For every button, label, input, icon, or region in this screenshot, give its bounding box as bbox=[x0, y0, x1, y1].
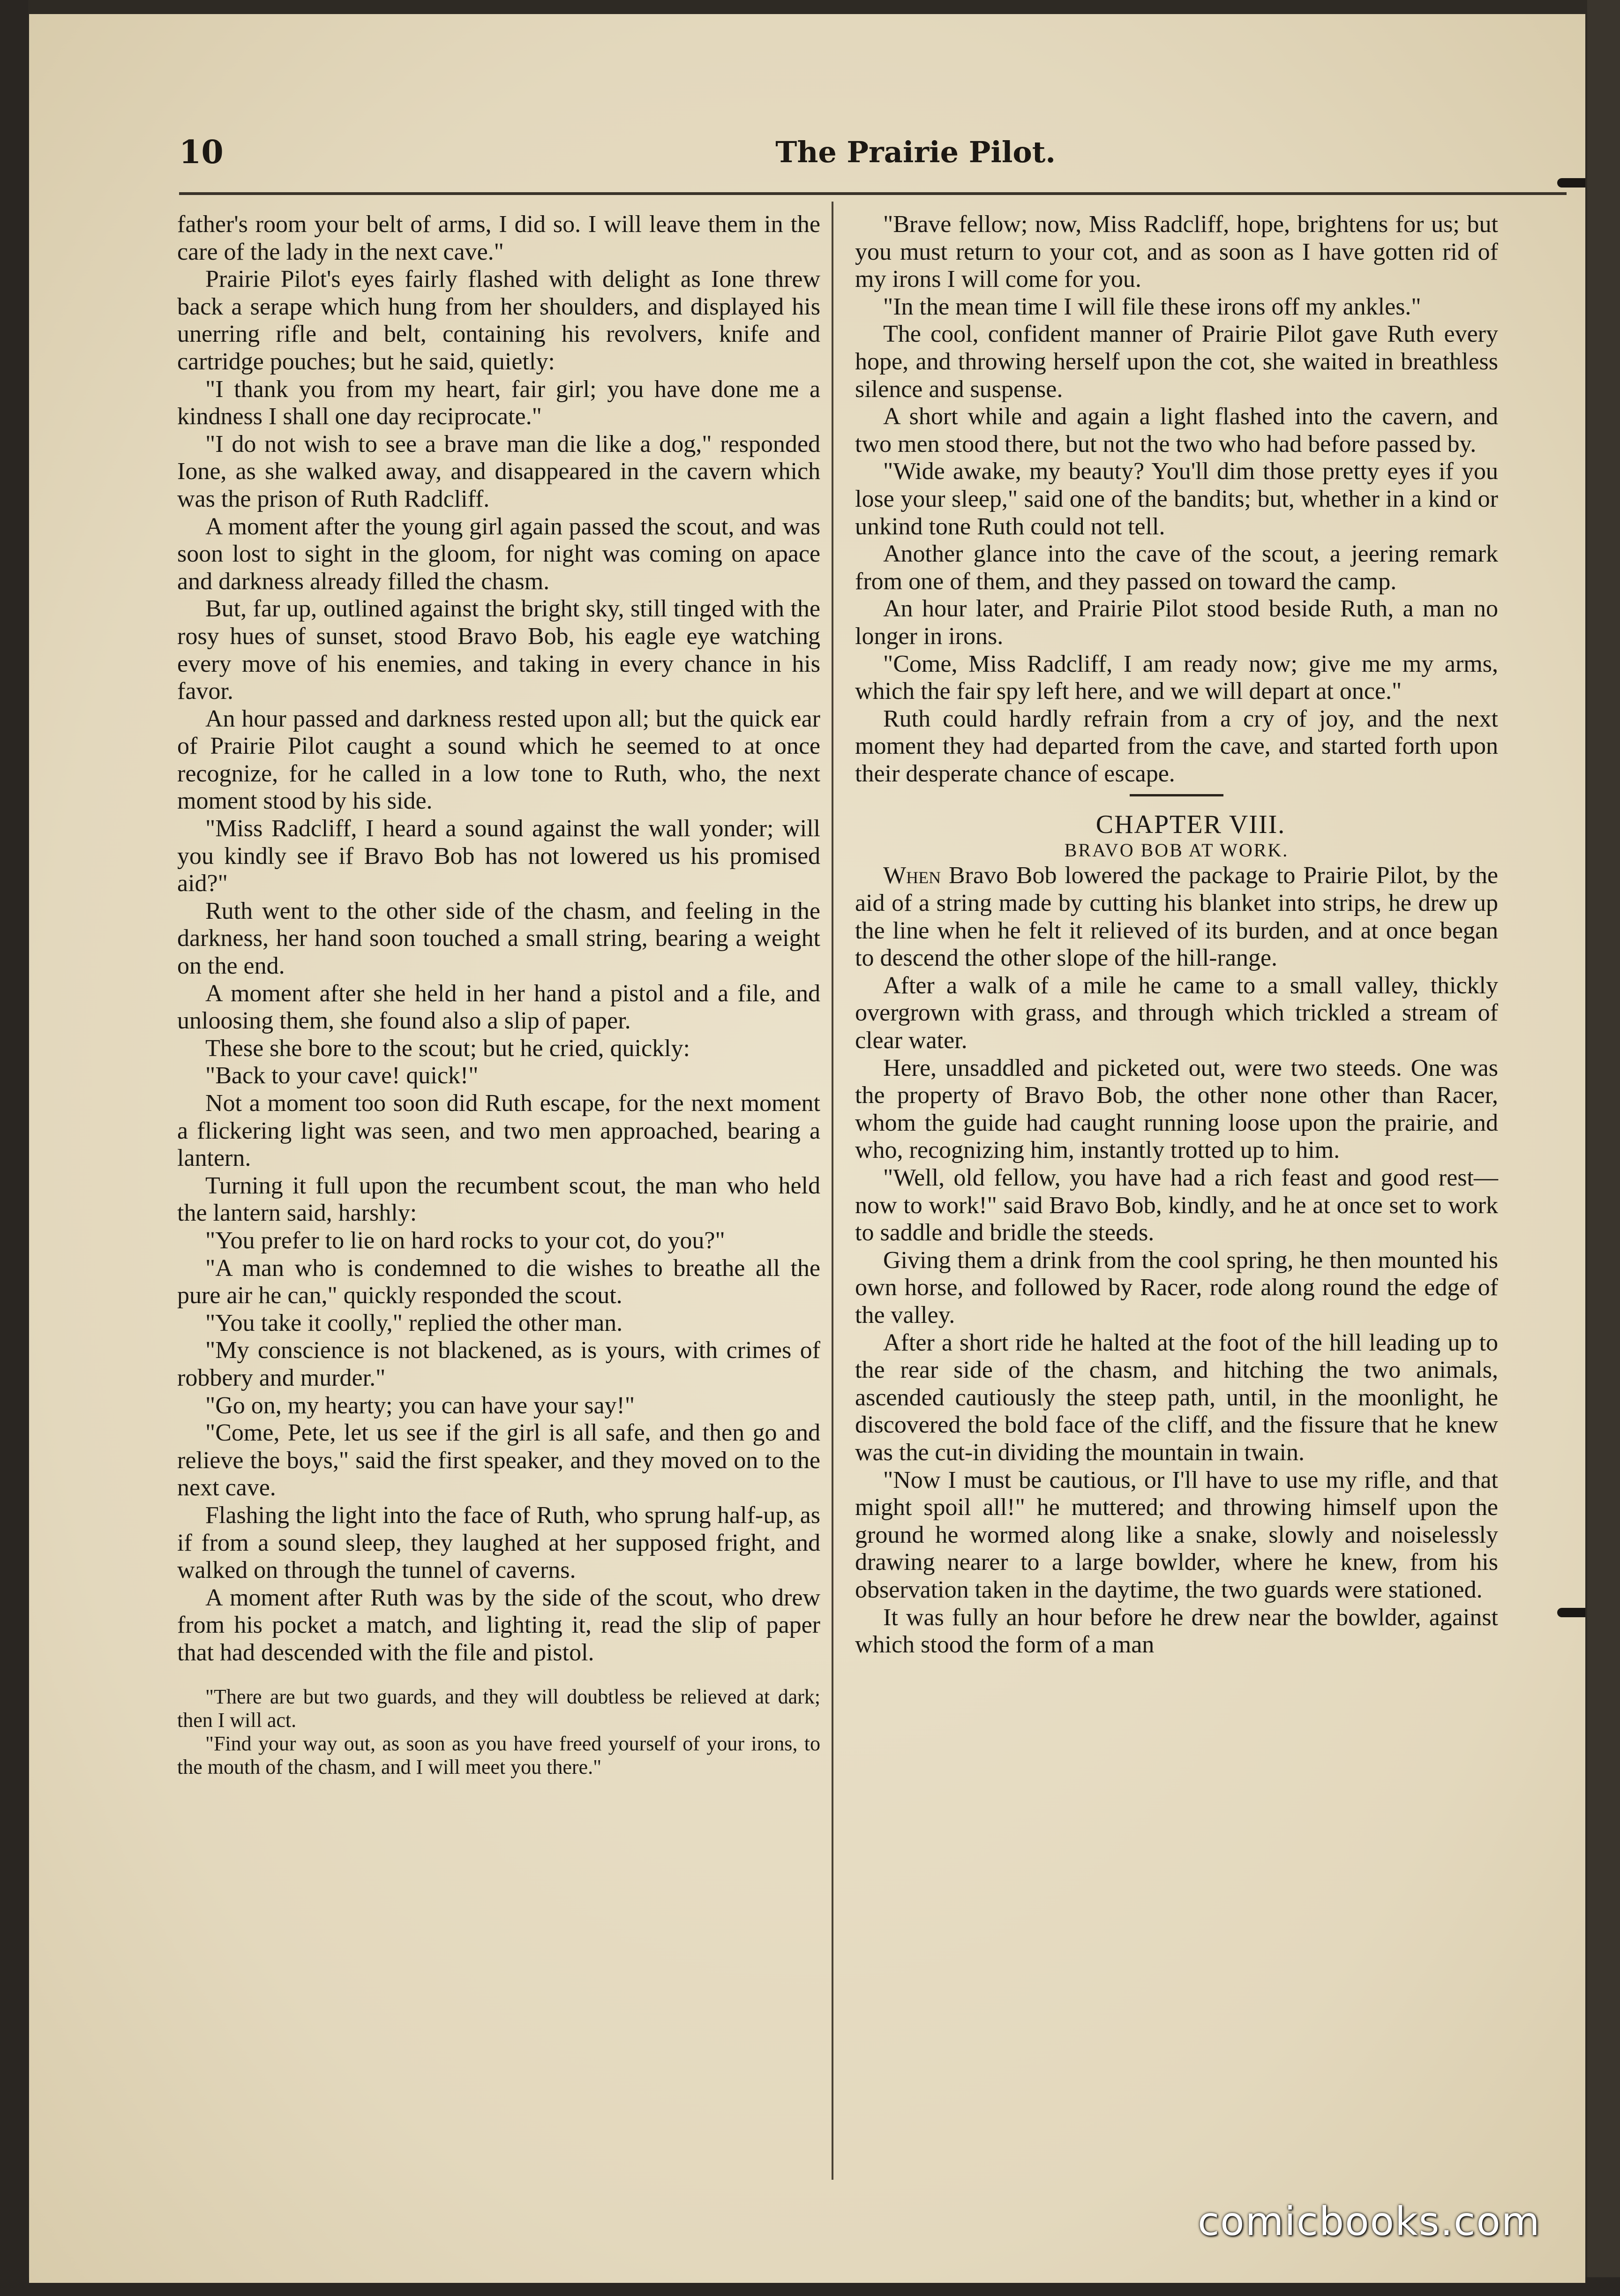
paragraph: "My conscience is not blackened, as is yours, with crimes of robbery and murder." bbox=[177, 1337, 820, 1391]
paragraph: Here, unsaddled and picketed out, were two steeds. One was the property of Bravo Bob, the other none other than Racer, whom the guide had caught running loose upon the prairie, and who, recognizing him, instantly trotted up to him. bbox=[855, 1054, 1498, 1164]
paragraph: The cool, confident manner of Prairie Pilot gave Ruth every hope, and throwing herself upon the cot, she waited in breathless silence and suspense. bbox=[855, 321, 1498, 403]
scan-background-left bbox=[0, 0, 28, 2296]
paragraph: An hour later, and Prairie Pilot stood beside Ruth, a man no longer in irons. bbox=[855, 595, 1498, 650]
paragraph: "I do not wish to see a brave man die like a dog," responded Ione, as she walked away, and disappeared in the cavern which was the prison of Ruth Radcliff. bbox=[177, 430, 820, 512]
right-column bbox=[855, 211, 1498, 1659]
paragraph: "Wide awake, my beauty? You'll dim those pretty eyes if you lose your sleep," said one of the bandits; but, whether in a kind or unkind tone Ruth could not tell. bbox=[855, 458, 1498, 540]
page-header bbox=[179, 131, 1056, 173]
paragraph: "Back to your cave! quick!" bbox=[205, 1062, 479, 1089]
paragraph: A moment after she held in her hand a pistol and a file, and unloosing them, she found also a slip of paper. bbox=[177, 980, 820, 1035]
paragraph: "Now I must be cautious, or I'll have to use my rifle, and that might spoil all!" he muttered; and throwing himself upon the ground he wormed along like a snake, slowly and noiselessly drawing nearer to a large bowlder, where he knew, from his observation taken in the daytime, the two guards were stationed. bbox=[855, 1466, 1498, 1603]
watermark: comicbooks.com bbox=[1198, 2198, 1541, 2244]
paragraph: Not a moment too soon did Ruth escape, for the next moment a flickering light was seen, and two men approached, bearing a lantern. bbox=[177, 1090, 820, 1172]
paragraph: Giving them a drink from the cool spring, he then mounted his own horse, and followed by Racer, rode along round the edge of the valley. bbox=[855, 1246, 1498, 1328]
staple-hole bbox=[1557, 1608, 1585, 1617]
paragraph: "You take it coolly," replied the other man. bbox=[205, 1309, 623, 1336]
paragraph: "You prefer to lie on hard rocks to your cot, do you?" bbox=[205, 1227, 725, 1254]
paragraph: "Come, Pete, let us see if the girl is all safe, and then go and relieve the boys," said the first speaker, and they moved on to the next cave. bbox=[177, 1419, 820, 1501]
paragraph: "Go on, my hearty; you can have your say!" bbox=[205, 1392, 635, 1419]
paragraph: "Brave fellow; now, Miss Radcliff, hope, brightens for us; but you must return to your cot, and as soon as I have gotten rid of my irons I will come for you. bbox=[855, 211, 1498, 293]
paragraph: Ruth went to the other side of the chasm, and feeling in the darkness, her hand soon touched a small string, bearing a weight on the end. bbox=[177, 897, 820, 980]
note-line: "There are but two guards, and they will doubtless be relieved at dark; then I will act. bbox=[177, 1685, 820, 1732]
chapter-first-word: When bbox=[883, 862, 941, 889]
chapter-rule bbox=[1130, 794, 1223, 796]
paragraph: "Miss Radcliff, I heard a sound against the wall yonder; will you kindly see if Bravo Bob has not lowered us his promised aid?" bbox=[177, 815, 820, 897]
paragraph: A moment after the young girl again passed the scout, and was soon lost to sight in the gloom, for night was coming on apace and darkness already filled the chasm. bbox=[177, 513, 820, 595]
page-number: 10 bbox=[179, 134, 224, 171]
column-divider bbox=[832, 202, 833, 2180]
paragraph: "A man who is condemned to die wishes to breathe all the pure air he can," quickly responded the scout. bbox=[177, 1254, 820, 1309]
paragraph: Another glance into the cave of the scout, a jeering remark from one of them, and they passed on toward the camp. bbox=[855, 540, 1498, 595]
magazine-page bbox=[29, 14, 1585, 2283]
running-title: The Prairie Pilot. bbox=[775, 135, 1056, 169]
paragraph: "I thank you from my heart, fair girl; you have done me a kindness I shall one day reciprocate." bbox=[177, 375, 820, 430]
chapter-first-paragraph-text: Bravo Bob lowered the package to Prairie Pilot, by the aid of a string made by cutting his blanket into strips, he drew up the line when he felt it relieved of its burden, and at once began to descend the other slope of the hill-range. bbox=[855, 862, 1498, 972]
paragraph: Turning it full upon the recumbent scout, the man who held the lantern said, harshly: bbox=[177, 1172, 820, 1227]
scan-background-right bbox=[1587, 0, 1620, 2296]
left-column bbox=[177, 211, 820, 1779]
paragraph: father's room your belt of arms, I did so. I will leave them in the care of the lady in the next cave." bbox=[177, 211, 820, 265]
paragraph: Prairie Pilot's eyes fairly flashed with delight as Ione threw back a serape which hung from her shoulders, and displayed his unerring rifle and belt, containing his revolvers, knife and cartridge pouches; but he said, quietly: bbox=[177, 266, 820, 375]
paragraph: An hour passed and darkness rested upon all; but the quick ear of Prairie Pilot caught a sound which he seemed to at once recognize, for he called in a low tone to Ruth, who, the next moment stood by his side. bbox=[177, 705, 820, 815]
paragraph: "Come, Miss Radcliff, I am ready now; give me my arms, which the fair spy left here, and we will depart at once." bbox=[855, 650, 1498, 705]
header-rule bbox=[179, 192, 1567, 195]
paragraph: These she bore to the scout; but he cried, quickly: bbox=[205, 1035, 690, 1062]
note-line: "Find your way out, as soon as you have freed yourself of your irons, to the mouth of the chasm, and I will meet you there." bbox=[177, 1732, 820, 1779]
quoted-note bbox=[177, 1685, 820, 1779]
paragraph: After a walk of a mile he came to a small valley, thickly overgrown with grass, and through which trickled a stream of clear water. bbox=[855, 972, 1498, 1054]
paragraph: Ruth could hardly refrain from a cry of joy, and the next moment they had departed from the cave, and started forth upon their desperate chance of escape. bbox=[855, 705, 1498, 787]
paragraph: A moment after Ruth was by the side of the scout, who drew from his pocket a match, and lighting it, read the slip of paper that had descended with the file and pistol. bbox=[177, 1584, 820, 1666]
chapter-first-paragraph bbox=[855, 862, 1498, 972]
paragraph: A short while and again a light flashed into the cavern, and two men stood there, but not the two who had before passed by. bbox=[855, 403, 1498, 458]
paragraph: After a short ride he halted at the foot of the hill leading up to the rear side of the chasm, and hitching the two animals, ascended cautiously the steep path, until, in the moonlight, he discovered the bold face of the cliff, and the fissure that he knew was the cut-in dividing the mountain in twain. bbox=[855, 1329, 1498, 1466]
paragraph: "Well, old fellow, you have had a rich feast and good rest—now to work!" said Bravo Bob, kindly, and he at once set to work to saddle and bridle the steeds. bbox=[855, 1164, 1498, 1246]
chapter-title: CHAPTER VIII. bbox=[1095, 810, 1286, 840]
chapter-subtitle: BRAVO BOB AT WORK. bbox=[1064, 840, 1289, 861]
staple-hole bbox=[1557, 178, 1585, 188]
paragraph: Flashing the light into the face of Ruth, who sprung half-up, as if from a sound sleep, they laughed at her supposed fright, and walked on through the tunnel of caverns. bbox=[177, 1501, 820, 1584]
paragraph: But, far up, outlined against the bright sky, still tinged with the rosy hues of sunset, stood Bravo Bob, his eagle eye watching every move of his enemies, and taking in every chance in his favor. bbox=[177, 595, 820, 705]
paragraph: It was fully an hour before he drew near the bowlder, against which stood the form of a man bbox=[855, 1604, 1498, 1658]
paragraph: "In the mean time I will file these irons off my ankles." bbox=[883, 293, 1421, 320]
